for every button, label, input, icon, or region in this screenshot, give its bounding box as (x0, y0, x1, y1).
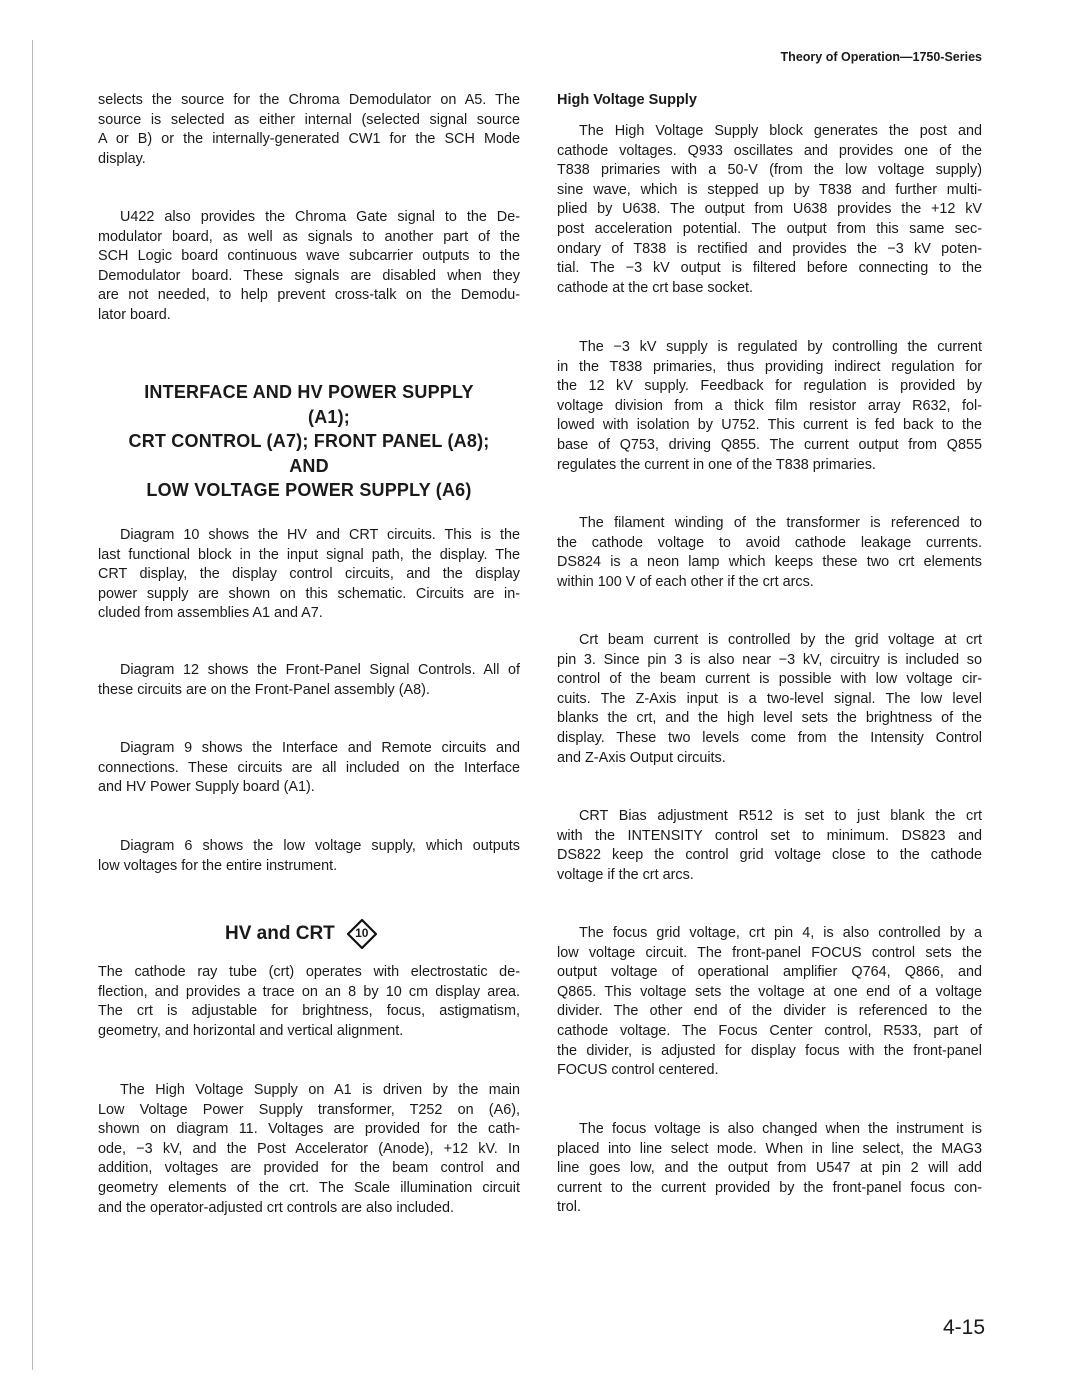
text-line: and HV Power Supply board (A1). (98, 779, 315, 796)
paragraph (98, 837, 520, 876)
heading-line: (A1); (308, 406, 350, 427)
text-line: CRT display, the display control circuits, and the display (98, 566, 520, 583)
paragraph (98, 661, 520, 700)
paragraph (557, 924, 982, 1081)
text-line: line goes low, and the output from U547 at pin 2 will add (557, 1160, 982, 1177)
heading-line: LOW VOLTAGE POWER SUPPLY (A6) (146, 480, 472, 500)
paragraph (557, 514, 982, 592)
text-line: divider. The other end of the divider is referenced to the (557, 1003, 982, 1020)
text-line: sine wave, which is stepped up by T838 and further multi- (557, 181, 982, 198)
text-line: lator board. (98, 306, 171, 323)
text-line: these circuits are on the Front-Panel assembly (A8). (98, 681, 430, 698)
text-line: The cathode ray tube (crt) operates with electrostatic de- (98, 964, 520, 980)
text-line: source is selected as either internal (selected signal source (98, 111, 520, 128)
text-line: control of the beam current is possible with low voltage cir- (557, 671, 982, 688)
text-line: plied by U638. The output from U638 provides the +12 kV (557, 201, 982, 218)
text-line: are not needed, to help prevent cross-talk on the Demodu- (98, 287, 520, 304)
text-line: Diagram 6 shows the low voltage supply, which outputs (120, 838, 520, 854)
text-line: Q865. This voltage sets the voltage at one end of a voltage (557, 983, 982, 1000)
text-line: regulates the current in one of the T838 primaries. (557, 456, 876, 473)
paragraph (98, 526, 520, 624)
text-line: cluded from assemblies A1 and A7. (98, 605, 323, 622)
text-line: output voltage of operational amplifier Q764, Q866, and (557, 964, 982, 981)
text-line: cathode at the crt base socket. (557, 279, 753, 296)
text-line: blanks the crt, and the high level sets the brightness of the (557, 710, 982, 727)
text-line: power supply are shown on this schematic. Circuits are in- (98, 585, 520, 602)
text-line: The filament winding of the transformer is referenced to (579, 515, 982, 531)
text-line: in the T838 primaries, thus providing indirect regulation for (557, 358, 982, 375)
text-line: addition, voltages are provided for the beam control and (98, 1160, 520, 1177)
text-line: DS822 keep the control grid voltage close to the cathode (557, 847, 982, 864)
heading-line: INTERFACE AND HV POWER SUPPLY (144, 382, 474, 402)
text-line: tial. The −3 kV output is filtered before connecting to the (557, 260, 982, 277)
text-line: geometry elements of the crt. The Scale illumination circuit (98, 1179, 520, 1196)
text-line: shown on diagram 11. Voltages are provided for the cath- (98, 1121, 520, 1138)
paragraph (557, 122, 982, 298)
text-line: base of Q753, driving Q855. The current output from Q855 (557, 436, 982, 453)
text-line: the cathode voltage to avoid cathode leakage currents. (557, 534, 982, 551)
text-line: The focus grid voltage, crt pin 4, is also controlled by a (579, 925, 982, 941)
hv-crt-heading (225, 919, 377, 949)
text-line: CRT Bias adjustment R512 is set to just blank the crt (579, 808, 982, 824)
paragraph (557, 338, 982, 475)
section-heading (98, 380, 520, 503)
text-line: DS824 is a neon lamp which keeps these two crt elements (557, 554, 982, 571)
text-line: cathode voltage. The Focus Center control, R533, part of (557, 1022, 982, 1039)
paragraph (557, 1120, 982, 1218)
text-line: Diagram 9 shows the Interface and Remote circuits and (120, 740, 520, 756)
text-line: SCH Logic board continuous wave subcarrier outputs to the (98, 248, 520, 265)
text-line: ondary of T838 is rectified and provides the −3 kV poten- (557, 240, 982, 257)
heading-line: CRT CONTROL (A7); FRONT PANEL (A8); (128, 431, 490, 451)
heading-line: AND (289, 455, 329, 476)
text-line: current to the current provided by the front-panel focus con- (557, 1179, 982, 1196)
text-line: with the INTENSITY control set to minimum. DS823 and (557, 827, 982, 844)
text-line: Low Voltage Power Supply transformer, T252 on (A6), (98, 1101, 520, 1118)
paragraph (98, 208, 520, 326)
text-line: voltage division from a thick film resistor array R632, fol- (557, 397, 982, 414)
text-line: A or B) or the internally-generated CW1 for the SCH Mode (98, 131, 520, 148)
text-line: Diagram 12 shows the Front-Panel Signal Controls. All of (120, 662, 520, 678)
paragraph (557, 807, 982, 885)
text-line: selects the source for the Chroma Demodulator on A5. The (98, 92, 520, 108)
text-line: The focus voltage is also changed when the instrument is (579, 1121, 982, 1137)
text-line: cuits. The Z-Axis input is a two-level signal. The low level (557, 690, 982, 707)
text-line: last functional block in the input signal path, the display. The (98, 546, 520, 563)
text-line: flection, and provides a trace on an 8 by 10 cm display area. (98, 983, 520, 1000)
text-line: placed into line select mode. When in line select, the MAG3 (557, 1140, 982, 1157)
scan-edge-line (32, 40, 33, 1370)
subheading-high-voltage-supply: High Voltage Supply (557, 92, 697, 108)
text-line: geometry, and horizontal and vertical alignment. (98, 1022, 404, 1039)
text-line: within 100 V of each other if the crt arcs. (557, 573, 814, 590)
text-line: lowed with isolation by U752. This current is fed back to the (557, 417, 982, 434)
text-line: and Z-Axis Output circuits. (557, 749, 726, 766)
text-line: connections. These circuits are all included on the Interface (98, 759, 520, 776)
text-line: the 12 kV supply. Feedback for regulation is provided by (557, 378, 982, 395)
text-line: modulator board, as well as signals to another part of the (98, 228, 520, 245)
text-line: the divider, is adjusted for display focus with the front-panel (557, 1042, 982, 1059)
text-line: display. (98, 150, 146, 167)
text-line: and the operator-adjusted crt controls are also included. (98, 1199, 454, 1216)
text-line: The High Voltage Supply on A1 is driven by the main (120, 1082, 520, 1098)
diagram-10-diamond-icon (347, 919, 377, 949)
text-line: T838 primaries with a 50-V (from the low voltage supply) (557, 162, 982, 179)
paragraph (557, 631, 982, 768)
text-line: U422 also provides the Chroma Gate signal to the De- (120, 209, 520, 225)
text-line: cathode voltages. Q933 oscillates and provides one of the (557, 142, 982, 159)
text-line: Demodulator board. These signals are disabled when they (98, 267, 520, 284)
text-line: FOCUS control centered. (557, 1062, 719, 1079)
text-line: Diagram 10 shows the HV and CRT circuits. This is the (120, 527, 520, 543)
paragraph (98, 739, 520, 798)
text-line: The High Voltage Supply block generates the post and (579, 123, 982, 139)
text-line: Crt beam current is controlled by the grid voltage at crt (579, 632, 982, 648)
page-number: 4-15 (942, 1316, 985, 1339)
text-line: display. These two levels come from the Intensity Control (557, 729, 982, 746)
text-line: low voltages for the entire instrument. (98, 857, 338, 874)
text-line: The crt is adjustable for brightness, focus, astigmatism, (98, 1003, 520, 1020)
hv-crt-title: HV and CRT (225, 923, 335, 944)
text-line: The −3 kV supply is regulated by controlling the current (579, 339, 982, 355)
text-line: trol. (557, 1199, 581, 1216)
text-line: pin 3. Since pin 3 is also near −3 kV, circuitry is included so (557, 651, 982, 668)
paragraph (98, 1081, 520, 1218)
text-line: post acceleration potential. The output from this same sec- (557, 220, 982, 237)
text-line: ode, −3 kV, and the Post Accelerator (Anode), +12 kV. In (98, 1140, 520, 1157)
running-header: Theory of Operation—1750-Series (780, 50, 982, 64)
diagram-number: 10 (355, 926, 369, 940)
text-line: low voltage circuit. The front-panel FOCUS control sets the (557, 944, 982, 961)
paragraph (98, 91, 520, 169)
paragraph (98, 963, 520, 1041)
text-line: voltage if the crt arcs. (557, 866, 694, 883)
